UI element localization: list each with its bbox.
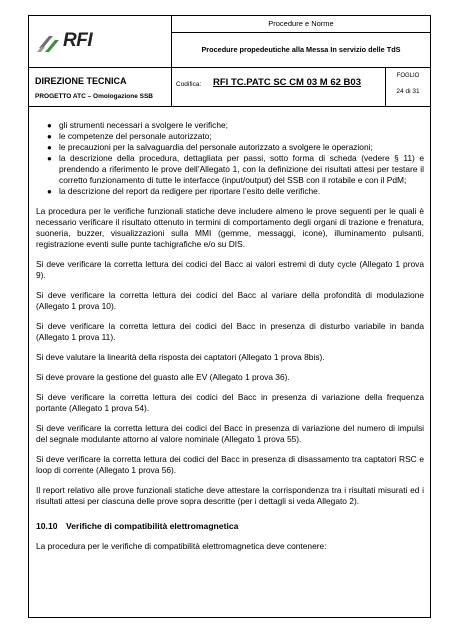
section-heading (36, 521, 424, 532)
direction-cell (29, 68, 172, 106)
code-value: RFI TC.PATC SC CM 03 M 62 B03 (213, 77, 361, 88)
code-label: Codifica: (176, 81, 202, 88)
page-cell (386, 68, 430, 106)
page-number: 24 di 31 (396, 88, 420, 95)
paragraph: Si deve valutare la linearità della risposta dei captatori (Allegato 1 prova 8bis). (36, 352, 325, 362)
list-item: ● la descrizione del report da redigere per riportare l’esito delle verifiche. (47, 186, 321, 196)
paragraph: La procedura per le verifiche funzionali statiche deve includere almeno le prove seguenti per le quali è necessario verificare il risultato ottenuto in termini di comportamento degli organi di trazione e frenatura, suoneria, buzzer, visualizzazioni sulla MMI (gemme, messaggi, icone), illuminamento pulsanti, registrazione eventi sulle punte tachigrafiche e/o su DIS. (36, 206, 424, 249)
section-title: Verifiche di compatibilità elettromagnetica (66, 521, 239, 531)
paragraph: Si deve verificare la corretta lettura dei codici del Bacc in presenza di disassamento tra captatori RSC e loop di corrente (Allegato 1 prova 56). (36, 454, 424, 475)
paragraph: Si deve verificare la corretta lettura dei codici del Bacc in presenza di disturbo variabile in banda (Allegato 1 prova 11). (36, 321, 424, 342)
list-item: ● le competenze del personale autorizzato; (47, 131, 212, 141)
bullet-icon: ● (47, 154, 52, 163)
rfi-logo (37, 30, 107, 56)
paragraph: Si deve provare la gestione del guasto alle EV (Allegato 1 prova 36). (36, 372, 290, 382)
paragraph: Si deve verificare la corretta lettura dei codici del Bacc in presenza di variazione del numero di impulsi del segnale modulante attorno al valore nominale (Allegato 1 prova 55). (36, 423, 424, 444)
paragraph: Il report relativo alle prove funzionali statiche deve attestare la corrispondenza tra i risultati misurati ed i risultati attesi per ciascuna delle prove sopra descritte (per i dettagli si veda Allegato 2). (36, 485, 424, 506)
direction-title: DIREZIONE TECNICA (35, 76, 127, 86)
requirements-list (36, 120, 424, 197)
list-item: ● le precauzioni per la salvaguardia del personale autorizzato a svolgere le operazioni; (47, 142, 373, 152)
rfi-logo-icon (37, 30, 63, 56)
paragraph: Si deve verificare la corretta lettura dei codici del Bacc al variare della profondità di modulazione (Allegato 1 prova 10). (36, 290, 424, 311)
project-name: PROGETTO ATC – Omologazione SSB (35, 93, 153, 100)
list-item: ● la descrizione della procedura, dettagliata per passi, sotto forma di scheda (vedere § 11) e prendendo a riferimento le prove dell’Allegato 1, con la definizione dei risultati attesi per testare il corretto funzionamento di tutte le interfacce (input/output) del SSB con il rotabile e con il PdM; (47, 153, 424, 185)
document-frame (28, 15, 431, 618)
logo-text: RFI (63, 30, 93, 51)
paragraph: Si deve verificare la corretta lettura dei codici del Bacc in presenza di variazione della frequenza portante (Allegato 1 prova 54). (36, 392, 424, 413)
bullet-icon: ● (47, 187, 52, 196)
bullet-icon: ● (47, 121, 52, 130)
paragraph: Si deve verificare la corretta lettura dei codici del Bacc ai valori estremi di duty cycle (Allegato 1 prova 9). (36, 259, 424, 280)
section-number: 10.10 (36, 521, 58, 531)
closing-paragraph: La procedura per le verifiche di compatibilità elettromagnetica deve contenere: (36, 541, 327, 551)
header-bottom-divider (29, 106, 430, 107)
bullet-icon: ● (47, 143, 52, 152)
bullet-icon: ● (47, 132, 52, 141)
logo-cell (29, 16, 172, 67)
list-item: ● gli strumenti necessari a svolgere le verifiche; (47, 120, 228, 130)
page-label: FOGLIO (396, 73, 420, 79)
document-body (36, 120, 424, 552)
procedure-title: Procedure propedeutiche alla Messa In servizio delle TdS (201, 45, 401, 54)
procedure-type: Procedure e Norme (172, 16, 430, 33)
code-cell (172, 68, 386, 106)
